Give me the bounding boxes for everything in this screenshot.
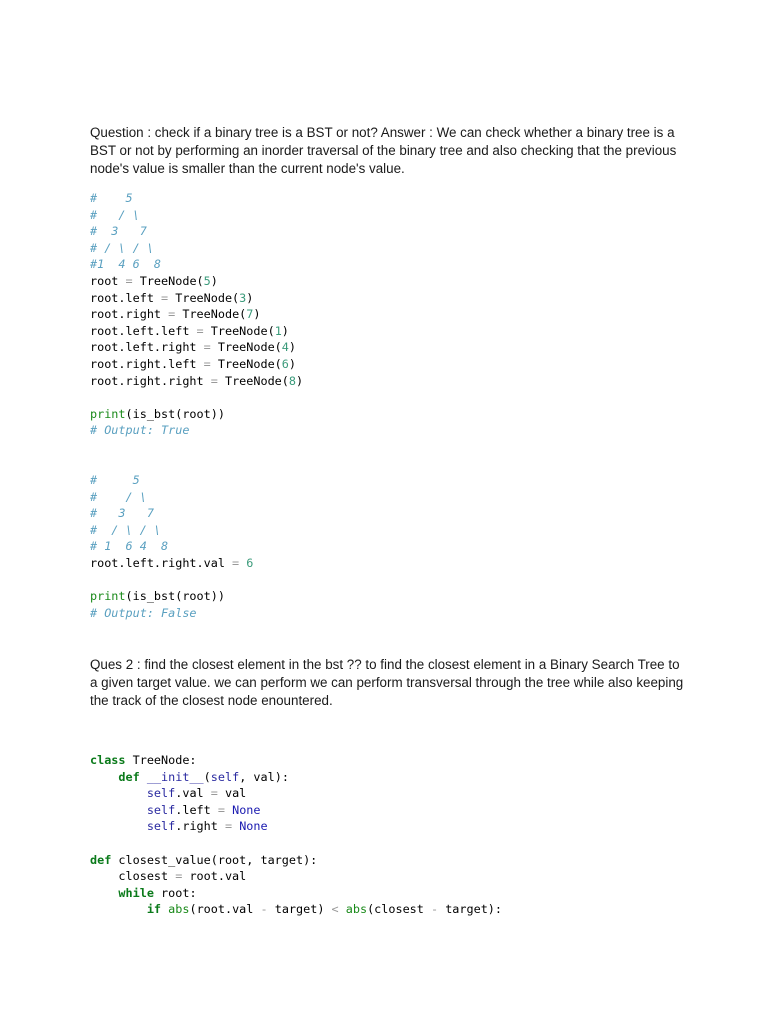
code-token: 1 [274, 323, 282, 338]
code-line [90, 818, 502, 835]
code-token: = [232, 556, 240, 571]
code-token: root.right [90, 307, 169, 322]
code-token: = [175, 869, 183, 884]
code-token: ) [296, 373, 304, 388]
code-token: (is_bst(root)) [125, 406, 225, 421]
code-line [90, 256, 303, 273]
code-token: ) [288, 340, 296, 355]
code-token: ) [246, 290, 254, 305]
code-token: .right [175, 819, 225, 834]
code-token: 3 [239, 290, 247, 305]
code-token: None [232, 802, 261, 817]
code-token: self [146, 819, 176, 834]
code-token: #1 4 6 8 [90, 257, 162, 272]
code-token: TreeNode( [210, 356, 282, 371]
code-token: None [239, 819, 268, 834]
code-token: = [196, 323, 204, 338]
code-token: self [146, 802, 176, 817]
code-token: .left [175, 802, 218, 817]
code-token: ) [210, 273, 218, 288]
code-token [339, 902, 346, 916]
code-token: = [203, 340, 211, 355]
code-token: = [217, 802, 225, 817]
code-token: root.left.right [90, 340, 204, 355]
code-line [90, 769, 502, 786]
code-token: TreeNode( [175, 307, 247, 322]
code-token: self [210, 769, 240, 784]
code-line [90, 290, 303, 307]
code-token: class [90, 753, 126, 767]
code-token: - [260, 902, 268, 917]
code-token: root: [153, 885, 197, 900]
question-2-paragraph: Ques 2 : find the closest element in the bst ?? to find the closest element in a Binary Search Tree to a given target value. we can perform we can perform transversal through the tree while also keeping the track of the closest node enountered. [90, 657, 687, 708]
code-token: abs [168, 902, 190, 917]
code-token: 4 [281, 340, 289, 355]
code-token: # / \ [90, 207, 140, 222]
code-line [90, 885, 502, 902]
code-line [90, 456, 303, 473]
code-token: TreeNode( [217, 373, 289, 388]
code-token: (closest [367, 902, 431, 917]
code-token: = [224, 819, 233, 834]
code-token [90, 786, 147, 800]
code-token: ) [288, 356, 296, 371]
code-token: val [217, 786, 247, 801]
code-token: = [168, 307, 176, 322]
code-line [90, 489, 303, 506]
code-line [90, 538, 303, 555]
code-token: # 5 [90, 473, 140, 488]
code-token: # Output: True [90, 423, 190, 438]
code-line [90, 572, 303, 589]
code-token: print [90, 589, 126, 604]
code-token: (root.val [189, 902, 261, 917]
code-token: # / \ / \ [90, 522, 162, 537]
code-token: # Output: False [90, 605, 197, 620]
code-line [90, 306, 303, 323]
code-line [90, 323, 303, 340]
code-line [90, 439, 303, 456]
code-block-bst-check [90, 190, 303, 621]
code-token: __init__ [146, 769, 204, 784]
code-token: TreeNode( [132, 273, 204, 288]
code-line [90, 223, 303, 240]
code-token: = [210, 373, 218, 388]
code-line [90, 588, 303, 605]
code-token: # 5 [90, 191, 133, 205]
code-line [90, 422, 303, 439]
code-line [90, 802, 502, 819]
code-token: < [331, 902, 339, 917]
code-token: def [118, 769, 140, 784]
code-token: if [146, 902, 162, 917]
code-token: root.left.left [90, 323, 197, 338]
code-token: TreeNode( [210, 340, 282, 355]
code-line [90, 472, 303, 489]
code-token: target): [438, 902, 503, 917]
code-token: 8 [288, 373, 296, 388]
code-line [90, 273, 303, 290]
code-token: root.val [182, 869, 247, 884]
code-token: ) [281, 323, 289, 338]
code-token: - [430, 902, 439, 917]
code-token: root.left [90, 290, 162, 305]
code-token: 7 [246, 307, 254, 322]
code-line [90, 389, 303, 406]
code-token: 6 [281, 356, 289, 371]
code-token: closest_value(root, target): [111, 852, 318, 867]
code-token: abs [345, 902, 368, 917]
code-line [90, 406, 303, 423]
code-token: 5 [203, 273, 211, 288]
code-token: .val [175, 786, 211, 801]
code-token [90, 770, 118, 784]
code-line [90, 240, 303, 257]
code-line [90, 901, 502, 918]
code-line [90, 605, 303, 622]
code-token: while [118, 885, 154, 900]
code-token: root.left.right.val [90, 556, 233, 571]
code-line [90, 207, 303, 224]
code-token: = [161, 290, 169, 305]
code-token [90, 803, 147, 817]
code-token: # 3 7 [90, 506, 154, 521]
code-line [90, 555, 303, 572]
code-token: root.right.right [90, 373, 211, 388]
code-token [140, 770, 147, 784]
code-block-closest-value [90, 752, 502, 918]
code-line [90, 752, 502, 769]
code-token [90, 886, 118, 900]
code-token: TreeNode: [125, 753, 197, 767]
code-token: TreeNode( [168, 290, 240, 305]
code-token: # 1 6 4 8 [90, 539, 169, 554]
code-line [90, 339, 303, 356]
code-token [90, 902, 147, 916]
code-token: = [210, 786, 218, 801]
question-1-paragraph: Question : check if a binary tree is a BST or not? Answer : We can check whether a binary tree is a BST or not by performing an inorder traversal of the binary tree and also checking that the previous node's value is smaller than the current node's value. [90, 125, 681, 176]
code-token: closest [90, 869, 176, 884]
code-token: TreeNode( [203, 323, 275, 338]
code-token: = [203, 356, 211, 371]
code-token: # / \ [90, 489, 147, 504]
code-token: root [90, 273, 126, 288]
code-token: ( [203, 769, 211, 784]
code-line [90, 522, 303, 539]
code-line [90, 868, 502, 885]
code-line [90, 505, 303, 522]
code-line [90, 835, 502, 852]
code-line [90, 190, 303, 207]
code-token: # 3 7 [90, 224, 147, 239]
code-token: 6 [246, 556, 254, 571]
code-token: (is_bst(root)) [125, 589, 225, 604]
code-token: target) [267, 902, 332, 917]
code-token: def [90, 852, 112, 867]
code-token: , val): [239, 769, 289, 784]
code-token: ) [253, 307, 261, 322]
code-line [90, 373, 303, 390]
code-token: root.right.left [90, 356, 204, 371]
code-line [90, 356, 303, 373]
code-token: self [146, 786, 176, 801]
code-token: = [125, 273, 133, 288]
code-line [90, 785, 502, 802]
code-line [90, 852, 502, 869]
code-token [90, 819, 147, 833]
code-token: print [90, 406, 126, 421]
code-token: # / \ / \ [90, 240, 154, 255]
